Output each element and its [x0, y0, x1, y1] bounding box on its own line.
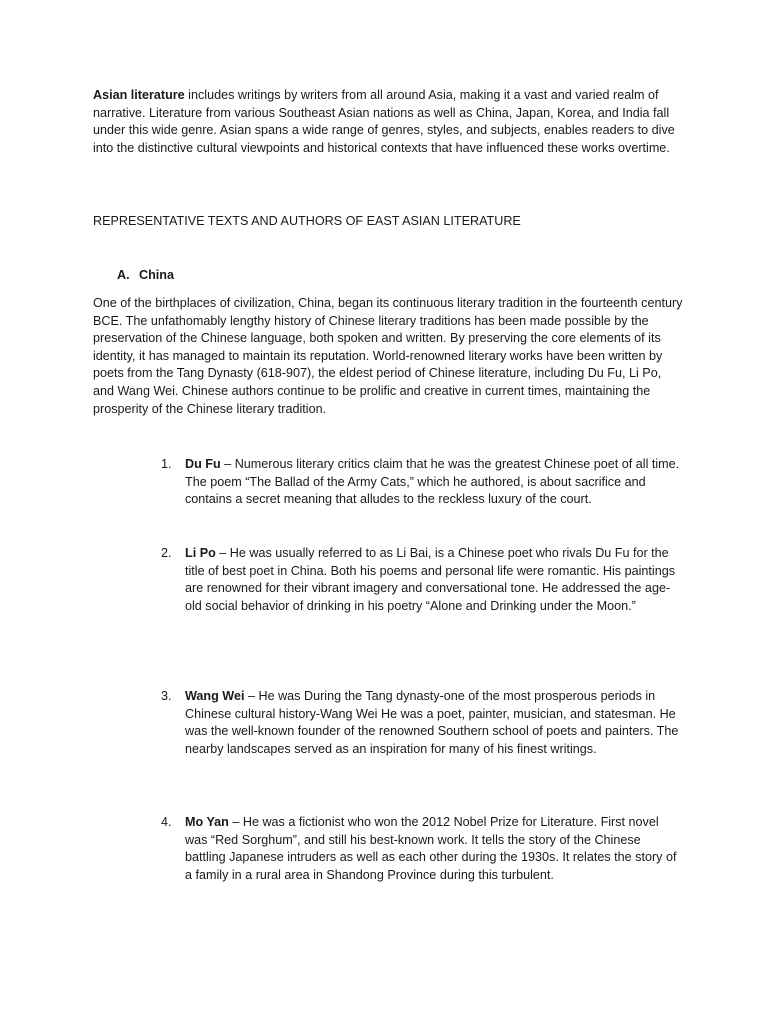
author-item-mo-yan [161, 814, 680, 884]
intro-term: Asian literature [93, 88, 185, 102]
author-item-wang-wei [161, 688, 680, 758]
intro-text: includes writings by writers from all around Asia, making it a vast and varied realm of narrative. Literature from various Southeast Asian nations as well as China, Japan, Korea, and India fall under this wide genre. Asian spans a wide range of genres, styles, and subjects, enables readers to dive into the distinctive cultural viewpoints and historical contexts that have influenced these works overtime. [93, 88, 675, 155]
author-description: – He was usually referred to as Li Bai, is a Chinese poet who rivals Du Fu for the title of best poet in China. Both his poems and personal life were romantic. His paintings are renowned for their vibrant imagery and conversational tone. He addressed the age-old social behavior of drinking in his poetry “Alone and Drinking under the Moon.” [185, 546, 676, 613]
section-heading: REPRESENTATIVE TEXTS AND AUTHORS OF EAST ASIAN LITERATURE [93, 214, 521, 228]
author-name: Li Po [185, 546, 216, 560]
subsection-title: China [139, 268, 174, 282]
author-description: – He was During the Tang dynasty-one of the most prosperous periods in Chinese cultural history-Wang Wei He was a poet, painter, musician, and statesman. He was the well-known founder of the renowned Southern school of poets and painters. The nearby landscapes served as an inspiration for many of his finest writings. [185, 689, 679, 756]
author-item-du-fu [161, 456, 680, 509]
author-name: Mo Yan [185, 815, 229, 829]
author-description: – He was a fictionist who won the 2012 Nobel Prize for Literature. First novel was “Red Sorghum”, and still his best-known work. It tells the story of the Chinese battling Japanese intruders as well as each other during the 1930s. It relates the story of a family in a rural area in Shandong Province during this turbulent. [185, 815, 677, 882]
china-paragraph: One of the birthplaces of civilization, China, began its continuous literary tradition in the fourteenth century BCE. The unfathomably lengthy history of Chinese literary traditions has been made possible by the preservation of the Chinese language, both spoken and written. By preserving the core elements of its identity, it has managed to maintain its reputation. World-renowned literary works have been written by poets from the Tang Dynasty (618-907), the eldest period of Chinese literature, including Du Fu, Li Po, and Wang Wei. Chinese authors continue to be prolific and creative in current times, maintaining the prosperity of the Chinese literary tradition. [93, 296, 683, 416]
list-number: 3. [161, 689, 172, 703]
author-description: – Numerous literary critics claim that he was the greatest Chinese poet of all time. The poem “The Ballad of the Army Cats,” which he authored, is about sacrifice and contains a secret meaning that alludes to the reckless luxury of the court. [185, 457, 680, 507]
list-number: 4. [161, 815, 172, 829]
list-number: 1. [161, 457, 172, 471]
intro-paragraph [93, 87, 683, 157]
subsection-heading [117, 267, 707, 285]
author-item-li-po [161, 545, 680, 615]
author-name: Wang Wei [185, 689, 245, 703]
author-name: Du Fu [185, 457, 221, 471]
list-number: 2. [161, 546, 172, 560]
subsection-letter: A. [117, 268, 130, 282]
